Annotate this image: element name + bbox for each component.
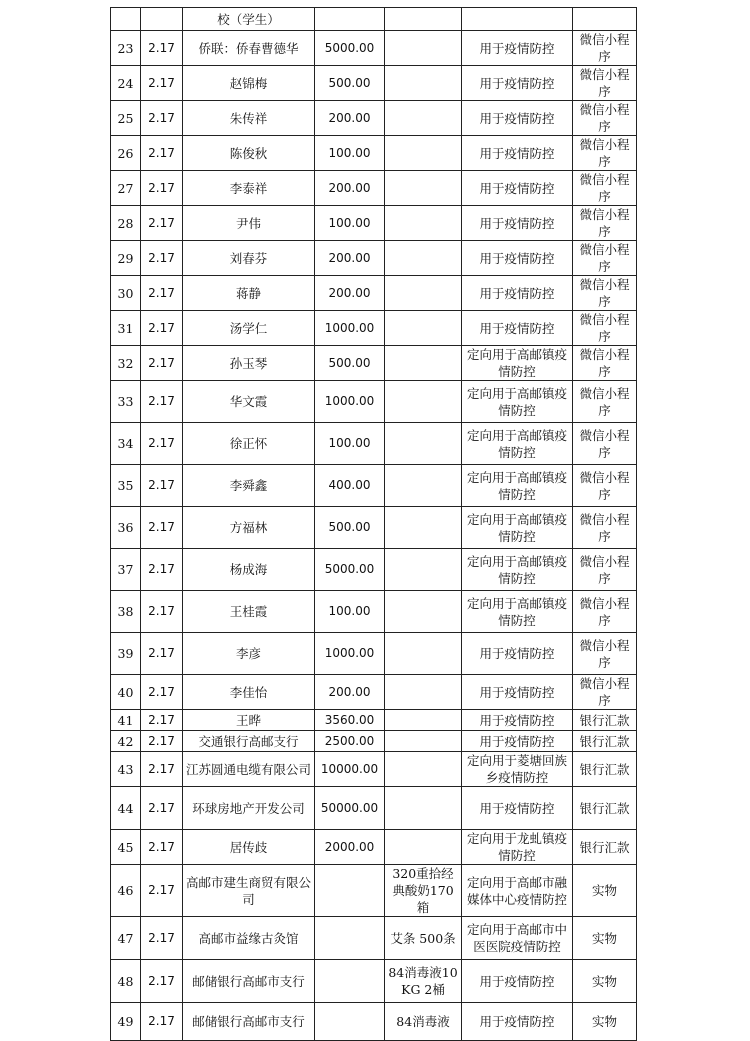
donation-date: 2.17 bbox=[141, 101, 183, 136]
donation-channel: 实物 bbox=[573, 960, 637, 1003]
donation-amount: 500.00 bbox=[315, 346, 385, 381]
row-number: 38 bbox=[111, 591, 141, 633]
row-number bbox=[111, 8, 141, 31]
donation-amount: 200.00 bbox=[315, 675, 385, 710]
donation-channel: 银行汇款 bbox=[573, 787, 637, 830]
donor-name: 徐正怀 bbox=[183, 423, 315, 465]
table-row bbox=[111, 31, 637, 66]
donation-purpose: 用于疫情防控 bbox=[462, 31, 573, 66]
donated-items bbox=[385, 465, 462, 507]
donated-items bbox=[385, 241, 462, 276]
donation-channel: 银行汇款 bbox=[573, 830, 637, 865]
row-number: 34 bbox=[111, 423, 141, 465]
donation-date: 2.17 bbox=[141, 507, 183, 549]
table-row bbox=[111, 206, 637, 241]
donation-purpose: 定向用于高邮镇疫情防控 bbox=[462, 465, 573, 507]
table-row bbox=[111, 830, 637, 865]
donation-channel: 微信小程序 bbox=[573, 591, 637, 633]
donation-channel: 微信小程序 bbox=[573, 276, 637, 311]
row-number: 43 bbox=[111, 752, 141, 787]
row-number: 26 bbox=[111, 136, 141, 171]
table-row bbox=[111, 136, 637, 171]
donation-channel: 微信小程序 bbox=[573, 423, 637, 465]
row-number: 31 bbox=[111, 311, 141, 346]
donation-channel: 微信小程序 bbox=[573, 171, 637, 206]
table-row bbox=[111, 381, 637, 423]
donation-purpose: 定向用于高邮市中医医院疫情防控 bbox=[462, 917, 573, 960]
table-row bbox=[111, 917, 637, 960]
donation-purpose: 用于疫情防控 bbox=[462, 276, 573, 311]
donation-purpose bbox=[462, 8, 573, 31]
donation-purpose: 用于疫情防控 bbox=[462, 960, 573, 1003]
donation-channel: 银行汇款 bbox=[573, 710, 637, 731]
donation-date: 2.17 bbox=[141, 752, 183, 787]
donation-purpose: 用于疫情防控 bbox=[462, 241, 573, 276]
row-number: 37 bbox=[111, 549, 141, 591]
donation-purpose: 用于疫情防控 bbox=[462, 731, 573, 752]
donor-name: 侨联：侨春曹德华 bbox=[183, 31, 315, 66]
donor-name: 朱传祥 bbox=[183, 101, 315, 136]
donation-amount bbox=[315, 917, 385, 960]
donated-items bbox=[385, 787, 462, 830]
donor-name: 居传歧 bbox=[183, 830, 315, 865]
donor-name: 王桂霞 bbox=[183, 591, 315, 633]
donation-amount: 500.00 bbox=[315, 66, 385, 101]
donation-channel: 微信小程序 bbox=[573, 66, 637, 101]
donation-amount bbox=[315, 1003, 385, 1041]
table-row bbox=[111, 710, 637, 731]
donor-name: 交通银行高邮支行 bbox=[183, 731, 315, 752]
donation-amount: 400.00 bbox=[315, 465, 385, 507]
donated-items bbox=[385, 346, 462, 381]
donated-items bbox=[385, 830, 462, 865]
donation-purpose: 定向用于高邮镇疫情防控 bbox=[462, 507, 573, 549]
donated-items bbox=[385, 423, 462, 465]
donation-purpose: 定向用于龙虬镇疫情防控 bbox=[462, 830, 573, 865]
donation-date bbox=[141, 8, 183, 31]
table-row bbox=[111, 241, 637, 276]
donation-amount: 200.00 bbox=[315, 241, 385, 276]
donation-date: 2.17 bbox=[141, 276, 183, 311]
donation-purpose: 用于疫情防控 bbox=[462, 787, 573, 830]
donated-items bbox=[385, 206, 462, 241]
donation-amount: 1000.00 bbox=[315, 633, 385, 675]
donation-channel: 微信小程序 bbox=[573, 241, 637, 276]
donation-date: 2.17 bbox=[141, 1003, 183, 1041]
table-row bbox=[111, 423, 637, 465]
donation-purpose: 用于疫情防控 bbox=[462, 633, 573, 675]
donation-amount bbox=[315, 865, 385, 917]
donation-amount: 5000.00 bbox=[315, 549, 385, 591]
donation-date: 2.17 bbox=[141, 787, 183, 830]
donation-table bbox=[110, 7, 637, 1041]
donation-date: 2.17 bbox=[141, 830, 183, 865]
donation-channel: 微信小程序 bbox=[573, 675, 637, 710]
table-row bbox=[111, 675, 637, 710]
donation-purpose: 用于疫情防控 bbox=[462, 136, 573, 171]
donation-purpose: 定向用于高邮镇疫情防控 bbox=[462, 346, 573, 381]
donation-date: 2.17 bbox=[141, 549, 183, 591]
row-number: 27 bbox=[111, 171, 141, 206]
donated-items bbox=[385, 311, 462, 346]
table-row bbox=[111, 1003, 637, 1041]
row-number: 44 bbox=[111, 787, 141, 830]
donation-date: 2.17 bbox=[141, 241, 183, 276]
donation-date: 2.17 bbox=[141, 591, 183, 633]
donation-purpose: 用于疫情防控 bbox=[462, 171, 573, 206]
donation-channel: 银行汇款 bbox=[573, 752, 637, 787]
donated-items bbox=[385, 752, 462, 787]
donor-name: 校（学生） bbox=[183, 8, 315, 31]
donated-items bbox=[385, 8, 462, 31]
donation-amount bbox=[315, 960, 385, 1003]
donor-name: 李佳怡 bbox=[183, 675, 315, 710]
table-row bbox=[111, 752, 637, 787]
donation-purpose: 用于疫情防控 bbox=[462, 710, 573, 731]
donation-amount: 3560.00 bbox=[315, 710, 385, 731]
donated-items bbox=[385, 710, 462, 731]
table-row bbox=[111, 311, 637, 346]
table-row bbox=[111, 346, 637, 381]
donation-amount: 2000.00 bbox=[315, 830, 385, 865]
donation-date: 2.17 bbox=[141, 865, 183, 917]
row-number: 35 bbox=[111, 465, 141, 507]
table-row bbox=[111, 865, 637, 917]
donation-date: 2.17 bbox=[141, 710, 183, 731]
donor-name: 李舜鑫 bbox=[183, 465, 315, 507]
donation-date: 2.17 bbox=[141, 381, 183, 423]
table-row bbox=[111, 465, 637, 507]
donor-name: 邮储银行高邮市支行 bbox=[183, 1003, 315, 1041]
donation-amount: 200.00 bbox=[315, 276, 385, 311]
donation-date: 2.17 bbox=[141, 675, 183, 710]
donation-date: 2.17 bbox=[141, 633, 183, 675]
donation-purpose: 用于疫情防控 bbox=[462, 311, 573, 346]
donated-items bbox=[385, 549, 462, 591]
donation-amount: 1000.00 bbox=[315, 381, 385, 423]
donated-items: 84消毒液10KG 2桶 bbox=[385, 960, 462, 1003]
donated-items bbox=[385, 171, 462, 206]
donated-items bbox=[385, 633, 462, 675]
donation-date: 2.17 bbox=[141, 960, 183, 1003]
table-row bbox=[111, 960, 637, 1003]
donor-name: 李泰祥 bbox=[183, 171, 315, 206]
donation-channel: 微信小程序 bbox=[573, 381, 637, 423]
donor-name: 刘春芬 bbox=[183, 241, 315, 276]
row-number: 45 bbox=[111, 830, 141, 865]
donation-amount: 5000.00 bbox=[315, 31, 385, 66]
donation-amount: 100.00 bbox=[315, 206, 385, 241]
donation-date: 2.17 bbox=[141, 465, 183, 507]
donation-channel: 微信小程序 bbox=[573, 549, 637, 591]
donation-channel: 实物 bbox=[573, 865, 637, 917]
row-number: 46 bbox=[111, 865, 141, 917]
row-number: 39 bbox=[111, 633, 141, 675]
table-row bbox=[111, 507, 637, 549]
donation-channel: 实物 bbox=[573, 917, 637, 960]
donation-date: 2.17 bbox=[141, 731, 183, 752]
donation-amount: 50000.00 bbox=[315, 787, 385, 830]
donation-amount: 500.00 bbox=[315, 507, 385, 549]
table-row bbox=[111, 171, 637, 206]
donated-items: 艾条 500条 bbox=[385, 917, 462, 960]
donation-purpose: 定向用于高邮市融媒体中心疫情防控 bbox=[462, 865, 573, 917]
table-row bbox=[111, 787, 637, 830]
table-row bbox=[111, 66, 637, 101]
donor-name: 汤学仁 bbox=[183, 311, 315, 346]
donated-items bbox=[385, 731, 462, 752]
donation-purpose: 定向用于高邮镇疫情防控 bbox=[462, 591, 573, 633]
donation-channel: 微信小程序 bbox=[573, 633, 637, 675]
donated-items bbox=[385, 101, 462, 136]
donation-date: 2.17 bbox=[141, 206, 183, 241]
table-row bbox=[111, 276, 637, 311]
donation-channel: 微信小程序 bbox=[573, 206, 637, 241]
table-row bbox=[111, 101, 637, 136]
donated-items bbox=[385, 31, 462, 66]
table-body bbox=[111, 8, 637, 1041]
donation-channel bbox=[573, 8, 637, 31]
table-row bbox=[111, 633, 637, 675]
donor-name: 李彦 bbox=[183, 633, 315, 675]
donation-amount: 2500.00 bbox=[315, 731, 385, 752]
donation-channel: 实物 bbox=[573, 1003, 637, 1041]
donated-items bbox=[385, 675, 462, 710]
row-number: 42 bbox=[111, 731, 141, 752]
donation-date: 2.17 bbox=[141, 917, 183, 960]
donation-date: 2.17 bbox=[141, 346, 183, 381]
donation-purpose: 定向用于高邮镇疫情防控 bbox=[462, 381, 573, 423]
donation-purpose: 用于疫情防控 bbox=[462, 1003, 573, 1041]
donor-name: 尹伟 bbox=[183, 206, 315, 241]
table-row bbox=[111, 591, 637, 633]
donated-items bbox=[385, 136, 462, 171]
donor-name: 高邮市益缘古灸馆 bbox=[183, 917, 315, 960]
row-number: 23 bbox=[111, 31, 141, 66]
donor-name: 江苏圆通电缆有限公司 bbox=[183, 752, 315, 787]
row-number: 29 bbox=[111, 241, 141, 276]
donation-purpose: 定向用于菱塘回族乡疫情防控 bbox=[462, 752, 573, 787]
table-row bbox=[111, 549, 637, 591]
donation-amount: 100.00 bbox=[315, 591, 385, 633]
donation-amount: 100.00 bbox=[315, 136, 385, 171]
donation-amount: 1000.00 bbox=[315, 311, 385, 346]
donation-amount: 200.00 bbox=[315, 101, 385, 136]
donation-channel: 微信小程序 bbox=[573, 311, 637, 346]
donation-purpose: 定向用于高邮镇疫情防控 bbox=[462, 423, 573, 465]
donation-channel: 微信小程序 bbox=[573, 101, 637, 136]
donation-date: 2.17 bbox=[141, 31, 183, 66]
donated-items: 84消毒液 bbox=[385, 1003, 462, 1041]
donation-amount: 200.00 bbox=[315, 171, 385, 206]
donor-name: 孙玉琴 bbox=[183, 346, 315, 381]
donation-channel: 微信小程序 bbox=[573, 346, 637, 381]
row-number: 48 bbox=[111, 960, 141, 1003]
donation-channel: 微信小程序 bbox=[573, 465, 637, 507]
row-number: 24 bbox=[111, 66, 141, 101]
donated-items bbox=[385, 507, 462, 549]
donation-purpose: 用于疫情防控 bbox=[462, 101, 573, 136]
row-number: 41 bbox=[111, 710, 141, 731]
table-row bbox=[111, 731, 637, 752]
donated-items bbox=[385, 381, 462, 423]
donation-channel: 银行汇款 bbox=[573, 731, 637, 752]
donor-name: 杨成海 bbox=[183, 549, 315, 591]
donated-items bbox=[385, 591, 462, 633]
donation-date: 2.17 bbox=[141, 171, 183, 206]
donor-name: 赵锦梅 bbox=[183, 66, 315, 101]
donated-items: 320重拾经典酸奶170箱 bbox=[385, 865, 462, 917]
row-number: 36 bbox=[111, 507, 141, 549]
row-number: 30 bbox=[111, 276, 141, 311]
row-number: 40 bbox=[111, 675, 141, 710]
row-number: 49 bbox=[111, 1003, 141, 1041]
row-number: 28 bbox=[111, 206, 141, 241]
donation-amount bbox=[315, 8, 385, 31]
row-number: 32 bbox=[111, 346, 141, 381]
donor-name: 华文霞 bbox=[183, 381, 315, 423]
table-row bbox=[111, 8, 637, 31]
donor-name: 方福林 bbox=[183, 507, 315, 549]
donation-channel: 微信小程序 bbox=[573, 31, 637, 66]
donation-date: 2.17 bbox=[141, 311, 183, 346]
donated-items bbox=[385, 66, 462, 101]
donor-name: 蒋静 bbox=[183, 276, 315, 311]
donated-items bbox=[385, 276, 462, 311]
donation-amount: 10000.00 bbox=[315, 752, 385, 787]
donation-purpose: 用于疫情防控 bbox=[462, 66, 573, 101]
row-number: 25 bbox=[111, 101, 141, 136]
donor-name: 环球房地产开发公司 bbox=[183, 787, 315, 830]
donation-date: 2.17 bbox=[141, 423, 183, 465]
donor-name: 邮储银行高邮市支行 bbox=[183, 960, 315, 1003]
donation-purpose: 用于疫情防控 bbox=[462, 206, 573, 241]
donor-name: 王晔 bbox=[183, 710, 315, 731]
donation-date: 2.17 bbox=[141, 136, 183, 171]
donation-channel: 微信小程序 bbox=[573, 136, 637, 171]
donor-name: 陈俊秋 bbox=[183, 136, 315, 171]
donor-name: 高邮市建生商贸有限公司 bbox=[183, 865, 315, 917]
donation-date: 2.17 bbox=[141, 66, 183, 101]
row-number: 47 bbox=[111, 917, 141, 960]
donation-purpose: 用于疫情防控 bbox=[462, 675, 573, 710]
donation-amount: 100.00 bbox=[315, 423, 385, 465]
donation-purpose: 定向用于高邮镇疫情防控 bbox=[462, 549, 573, 591]
row-number: 33 bbox=[111, 381, 141, 423]
donation-channel: 微信小程序 bbox=[573, 507, 637, 549]
